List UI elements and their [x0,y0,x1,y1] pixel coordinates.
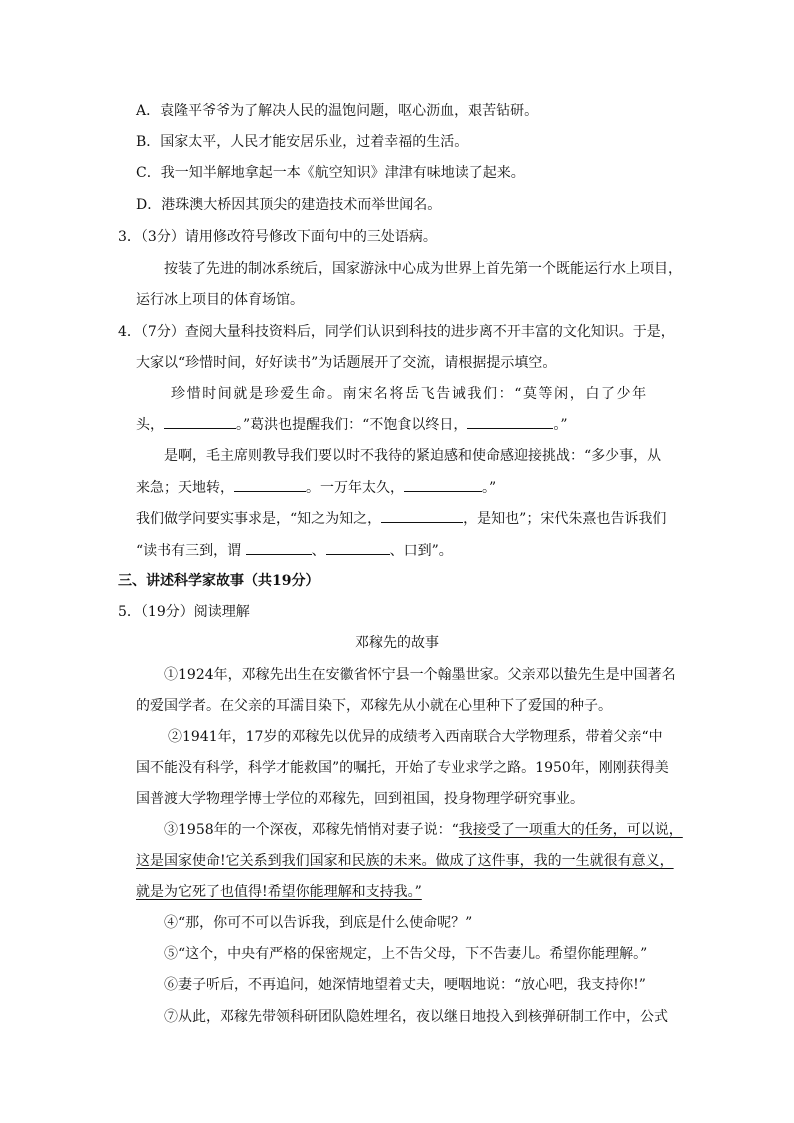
answer-blank-4[interactable] [404,477,482,492]
q4-text: 、口到”。 [389,543,453,559]
q4-para3-line1 [136,508,666,529]
story-p2-line1: ②1941年，17岁的邓稼先以优异的成绩考入西南联合大学物理系，带着父亲“中 [168,729,663,745]
underlined-sentence: 我接受了一项重大的任务，可以说， [458,822,683,838]
story-p6: ⑥妻子听后，不再追问，她深情地望着丈夫，哽咽地说：“放心吧，我支持你!” [164,977,646,993]
q4-text: ，是知也”；宋代朱熹也告诉我们 [463,511,667,527]
q5-stem: 5．（19分）阅读理解 [118,604,250,620]
q4-text: 。一万年太久， [306,480,404,496]
answer-blank-7[interactable] [326,540,390,555]
answer-blank-5[interactable] [381,508,463,523]
story-p3-line3: 就是为它死了也值得!希望你能理解和支持我。” [136,884,422,900]
q3-stem: 3．（3分）请用修改符号修改下面句中的三处语病。 [118,229,437,245]
q4-stem-line1: 4．（7分）查阅大量科技资料后，同学们认识到科技的进步离不开丰富的文化知识。于是， [118,324,675,340]
q4-para3-line2 [136,540,453,561]
q3-sentence-line2: 运行冰上项目的体育场馆。 [136,292,304,308]
q4-stem-line2: 大家以“珍惜时间，好好读书”为话题展开了交流，请根据提示填空。 [136,355,557,371]
q4-text: 、 [311,543,326,559]
q4-text: 。” [482,480,497,496]
option-a: A．袁隆平爷爷为了解决人民的温饱问题，呕心沥血，艰苦钻研。 [136,103,539,119]
story-p3-line1 [164,820,683,840]
q4-para2-line1: 是啊，毛主席则教导我们要以时不我待的紧迫感和使命感迎接挑战：“多少事，从 [164,448,662,464]
story-p2-line2: 国不能没有科学，科学才能救国”的嘱托，开始了专业求学之路。1950年，刚刚获得美 [136,760,669,776]
story-title: 邓稼先的故事 [355,635,439,651]
story-text: ③1958年的一个深夜，邓稼先悄悄对妻子说：“ [164,822,459,838]
story-p2-line3: 国普渡大学物理学博士学位的邓稼先，回到祖国，投身物理学研究事业。 [136,791,584,807]
answer-blank-3[interactable] [234,477,306,492]
story-p7: ⑦从此，邓稼先带领科研团队隐姓埋名，夜以继日地投入到核弹研制工作中，公式 [164,1009,668,1025]
story-p4: ④“那，你可不可以告诉我，到底是什么使命呢？” [164,915,473,931]
q3-sentence-line1: 按装了先进的制冰系统后，国家游泳中心成为世界上首先第一个既能运行水上项目， [164,261,682,277]
q4-text: 。”葛洪也提醒我们：“不饱食以终日， [236,417,468,433]
q4-para1-line1: 珍惜时间就是珍爱生命。南宋名将岳飞告诫我们：“莫等闲，白了少年 [171,386,648,402]
option-d: D．港珠澳大桥因其顶尖的建造技术而举世闻名。 [136,197,442,213]
option-c: C．我一知半解地拿起一本《航空知识》津津有味地读了起来。 [136,165,525,181]
q4-text: 。” [553,417,568,433]
answer-blank-2[interactable] [467,414,553,429]
story-p3-line2: 这是国家使命!它关系到我们国家和民族的未来。做成了这件事，我的一生就很有意义， [136,853,674,869]
option-b: B．国家太平，人民才能安居乐业，过着幸福的生活。 [136,134,469,150]
story-p5: ⑤“这个，中央有严格的保密规定，上不告父母，下不告妻儿。希望你能理解。” [164,946,648,962]
answer-blank-6[interactable] [246,540,312,555]
story-p1-line1: ①1924年，邓稼先出生在安徽省怀宁县一个翰墨世家。父亲邓以蛰先生是中国著名 [164,667,676,683]
q4-text: “读书有三到，谓 [136,543,242,559]
q4-para1-line2 [136,414,568,435]
q4-text: 我们做学问要实事求是，“知之为知之， [136,511,382,527]
q4-text: 来急；天地转， [136,480,234,496]
q4-text: 头， [136,417,164,433]
section-heading: 三、讲述科学家故事（共19分） [118,573,320,589]
q4-para2-line2 [136,477,496,498]
story-p1-line2: 的爱国学者。在父亲的耳濡目染下，邓稼先从小就在心里种下了爱国的种子。 [136,698,612,714]
answer-blank-1[interactable] [164,414,236,429]
